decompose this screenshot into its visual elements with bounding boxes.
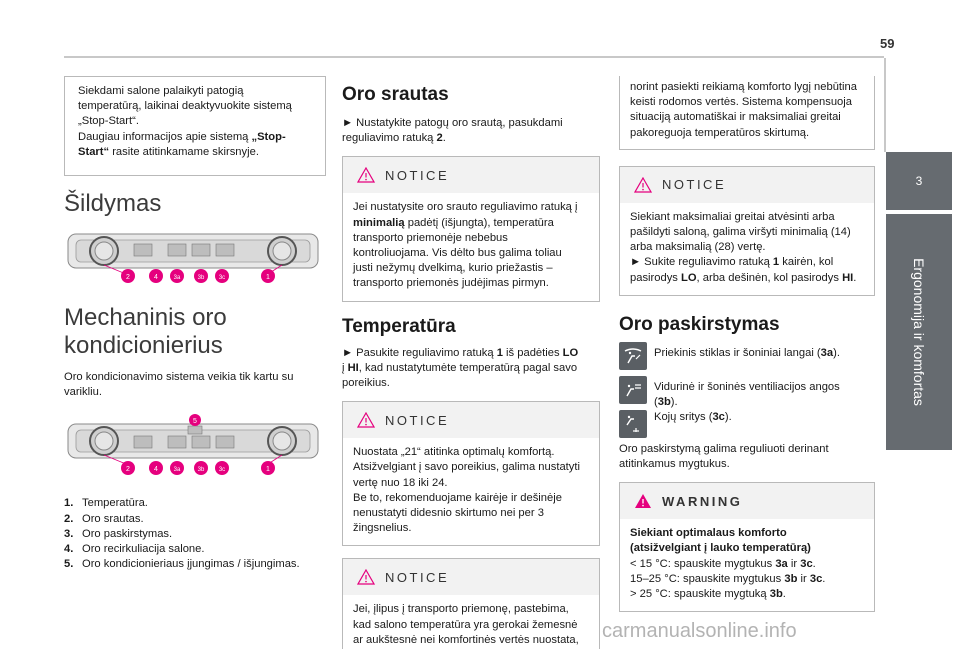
warning-triangle-icon bbox=[634, 177, 652, 193]
notice-body: Jei, įlipus į transporto priemonę, pastebima, kad salono temperatūra yra gerokai žemesnė ar aukštesnė nei komfortinės vertės nuostata, bbox=[353, 603, 579, 646]
callout-1: 1 bbox=[266, 466, 270, 474]
callout-3a: 3a bbox=[173, 467, 181, 474]
info-box-stop-start bbox=[64, 76, 326, 176]
info-more: Daugiau informacijos apie sistemą „Stop- bbox=[78, 130, 286, 143]
legend-list bbox=[64, 496, 326, 572]
notice-header: NOTICE bbox=[620, 167, 874, 203]
callout-2: 2 bbox=[126, 274, 130, 281]
callout-3a: 3a bbox=[173, 275, 181, 281]
notice-body: Nuostata „21“ atitinka optimalų komfortą. Atsižvelgiant į savo poreikius, galima nustatyti vertę nuo 18 iki 24. Be to, rekomenduojame kairėje ir dešinėje nenustatyti didesnio skirtumo nei per 3 žingsnelius. bbox=[353, 446, 580, 535]
warning-triangle-icon bbox=[357, 569, 375, 585]
list-item: 3. Oro paskirstymas. bbox=[64, 527, 173, 540]
notice-header: NOTICE bbox=[343, 402, 599, 438]
chapter-tab-number[interactable]: 3 bbox=[886, 152, 952, 210]
column-right bbox=[619, 76, 875, 612]
info-line: temperatūrą, laikinai deaktyvuokite sistemą bbox=[78, 100, 292, 113]
distribution-note: Oro paskirstymą galima reguliuoti derinant atitinkamus mygtukus. bbox=[619, 442, 829, 471]
heading-heating: Šildymas bbox=[64, 190, 162, 217]
callout-3b: 3b bbox=[197, 467, 205, 474]
distribution-list bbox=[619, 342, 875, 438]
notice-body: Siekiant maksimaliai greitai atvėsinti arba pašildyti saloną, galima viršyti minimalią (14) arba maksimalią (28) vertę. ► Sukite reguliavimo ratuką 1 kairėn, kol pasirodys LO, arba dešinėn, kol pasirodys HI. bbox=[630, 210, 857, 284]
callout-3c: 3c bbox=[218, 467, 226, 474]
list-item: 5. Oro kondicionieriaus įjungimas / išjungimas. bbox=[64, 558, 300, 571]
notice-box bbox=[342, 558, 600, 649]
column-middle bbox=[342, 84, 600, 649]
callout-2: 2 bbox=[126, 466, 130, 474]
callout-4: 4 bbox=[154, 466, 158, 474]
info-more-2: Start“ rasite atitinkamame skirsnyje. bbox=[78, 145, 259, 158]
warning-box bbox=[619, 482, 875, 612]
temperature-text: ► Pasukite reguliavimo ratuką 1 iš padėties LO į HI, kad nustatytumėte temperatūrą pagal savo poreikius. bbox=[342, 346, 579, 390]
distribution-item-3b-3c: Vidurinė ir šoninės ventiliacijos angos (3b). Kojų sritys (3c). bbox=[619, 376, 875, 438]
warning-triangle-icon bbox=[357, 167, 375, 183]
callout-4: 4 bbox=[154, 274, 158, 281]
airflow-text: ► Nustatykite patogų oro srautą, pasukdami reguliavimo ratuką 2. bbox=[342, 117, 563, 145]
notice-box bbox=[619, 166, 875, 296]
warning-body: Siekiant optimalaus komforto (atsižvelgiant į lauko temperatūrą) < 15 °C: spauskite mygtukus 3a ir 3c. 15–25 °C: spauskite mygtukus 3b ir 3c. > 25 °C: spauskite mygtuką 3b. bbox=[630, 527, 826, 601]
chapter-tab-title[interactable]: Ergonomija ir komfortas bbox=[886, 214, 952, 450]
notice-body: Jei nustatysite oro srauto reguliavimo ratuką į minimalią padėtį (išjungta), temperatūra transporto priemonėje nebebus kontroliuojama. Vis dėlto bus galima toliau justi nežymų dvelkimą, kurio priežastis – transporto priemonės judėjimas pirmyn. bbox=[353, 201, 578, 290]
heading-airflow: Oro srautas bbox=[342, 84, 449, 105]
list-item: 1. Temperatūra. bbox=[64, 497, 148, 510]
info-line: Siekdami salone palaikyti patogią bbox=[78, 85, 244, 97]
heading-temperature: Temperatūra bbox=[342, 315, 456, 337]
column-left bbox=[64, 76, 326, 572]
page-number: 59 bbox=[880, 36, 895, 51]
warning-triangle-icon bbox=[357, 412, 375, 428]
info-line: „Stop-Start“. bbox=[78, 115, 139, 128]
list-item: 4. Oro recirkuliacija salone. bbox=[64, 543, 205, 556]
notice-box bbox=[342, 156, 600, 301]
header-rule bbox=[64, 56, 884, 58]
distribution-item-3a: Priekinis stiklas ir šoniniai langai (3a). bbox=[619, 342, 875, 370]
watermark: carmanualsonline.info bbox=[602, 620, 797, 642]
footwell-vent-icon bbox=[619, 410, 647, 438]
heading-distribution: Oro paskirstymas bbox=[619, 313, 780, 335]
notice-box bbox=[342, 401, 600, 546]
callout-3b: 3b bbox=[197, 275, 205, 281]
notice-continuation: norint pasiekti reikiamą komforto lygį nebūtina keisti rodomos vertės. Sistema kompensuoja situaciją automatiškai ir maksimaliai greitai pakoreguoja temperatūros skirtumą. bbox=[619, 76, 875, 150]
control-panel-heating bbox=[64, 232, 326, 284]
callout-3c: 3c bbox=[218, 275, 226, 281]
warning-triangle-icon bbox=[634, 493, 652, 509]
list-item: 2. Oro srautas. bbox=[64, 512, 144, 525]
face-vent-icon bbox=[619, 376, 647, 404]
ac-text: Oro kondicionavimo sistema veikia tik kartu su varikliu. bbox=[64, 371, 294, 399]
callout-5: 5 bbox=[193, 418, 197, 426]
control-panel-ac bbox=[64, 414, 326, 476]
callout-1: 1 bbox=[266, 274, 270, 281]
heading-ac: Mechaninis oro kondicionierius bbox=[64, 304, 227, 359]
heating-panel-illustration bbox=[64, 232, 322, 284]
notice-header: NOTICE bbox=[343, 559, 599, 595]
windscreen-demist-icon bbox=[619, 342, 647, 370]
notice-header: NOTICE bbox=[343, 157, 599, 193]
warning-header: WARNING bbox=[620, 483, 874, 519]
side-rule bbox=[884, 58, 886, 152]
ac-panel-illustration bbox=[64, 414, 322, 476]
